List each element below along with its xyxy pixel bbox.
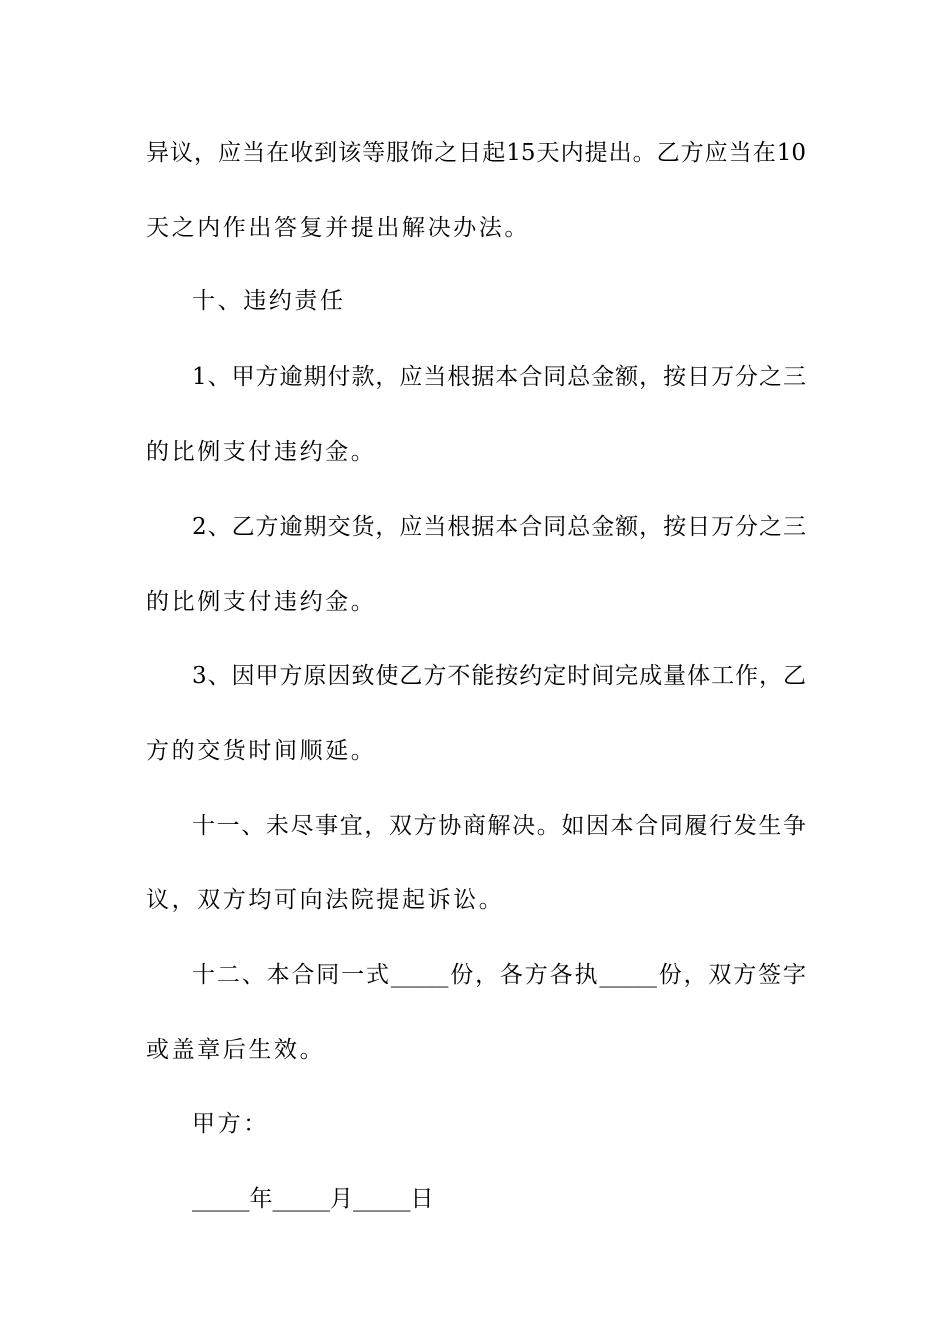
paragraph-line: 异议，应当在收到该等服饰之日起15天内提出。乙方应当在10 xyxy=(146,140,806,166)
paragraph-line: 十一、未尽事宜，双方协商解决。如因本合同履行发生争 xyxy=(192,813,806,839)
section-heading: 十、违约责任 xyxy=(192,288,346,314)
paragraph-line: 十二、本合同一式_____份，各方各执_____份，双方签字 xyxy=(192,962,806,988)
paragraph-line: 方的交货时间顺延。 xyxy=(146,738,377,764)
paragraph-line: 3、因甲方原因致使乙方不能按约定时间完成量体工作，乙 xyxy=(192,663,806,689)
signature-date-line: _____年_____月_____日 xyxy=(192,1186,434,1212)
paragraph-line: 的比例支付违约金。 xyxy=(146,439,377,465)
paragraph-line: 议，双方均可向法院提起诉讼。 xyxy=(146,887,505,913)
paragraph-line: 2、乙方逾期交货，应当根据本合同总金额，按日万分之三 xyxy=(192,514,806,540)
party-a-label: 甲方： xyxy=(192,1111,269,1137)
paragraph-line: 天之内作出答复并提出解决办法。 xyxy=(146,215,530,241)
paragraph-line: 的比例支付违约金。 xyxy=(146,589,377,615)
paragraph-line: 1、甲方逾期付款，应当根据本合同总金额，按日万分之三 xyxy=(192,364,806,390)
paragraph-line: 或盖章后生效。 xyxy=(146,1037,326,1063)
